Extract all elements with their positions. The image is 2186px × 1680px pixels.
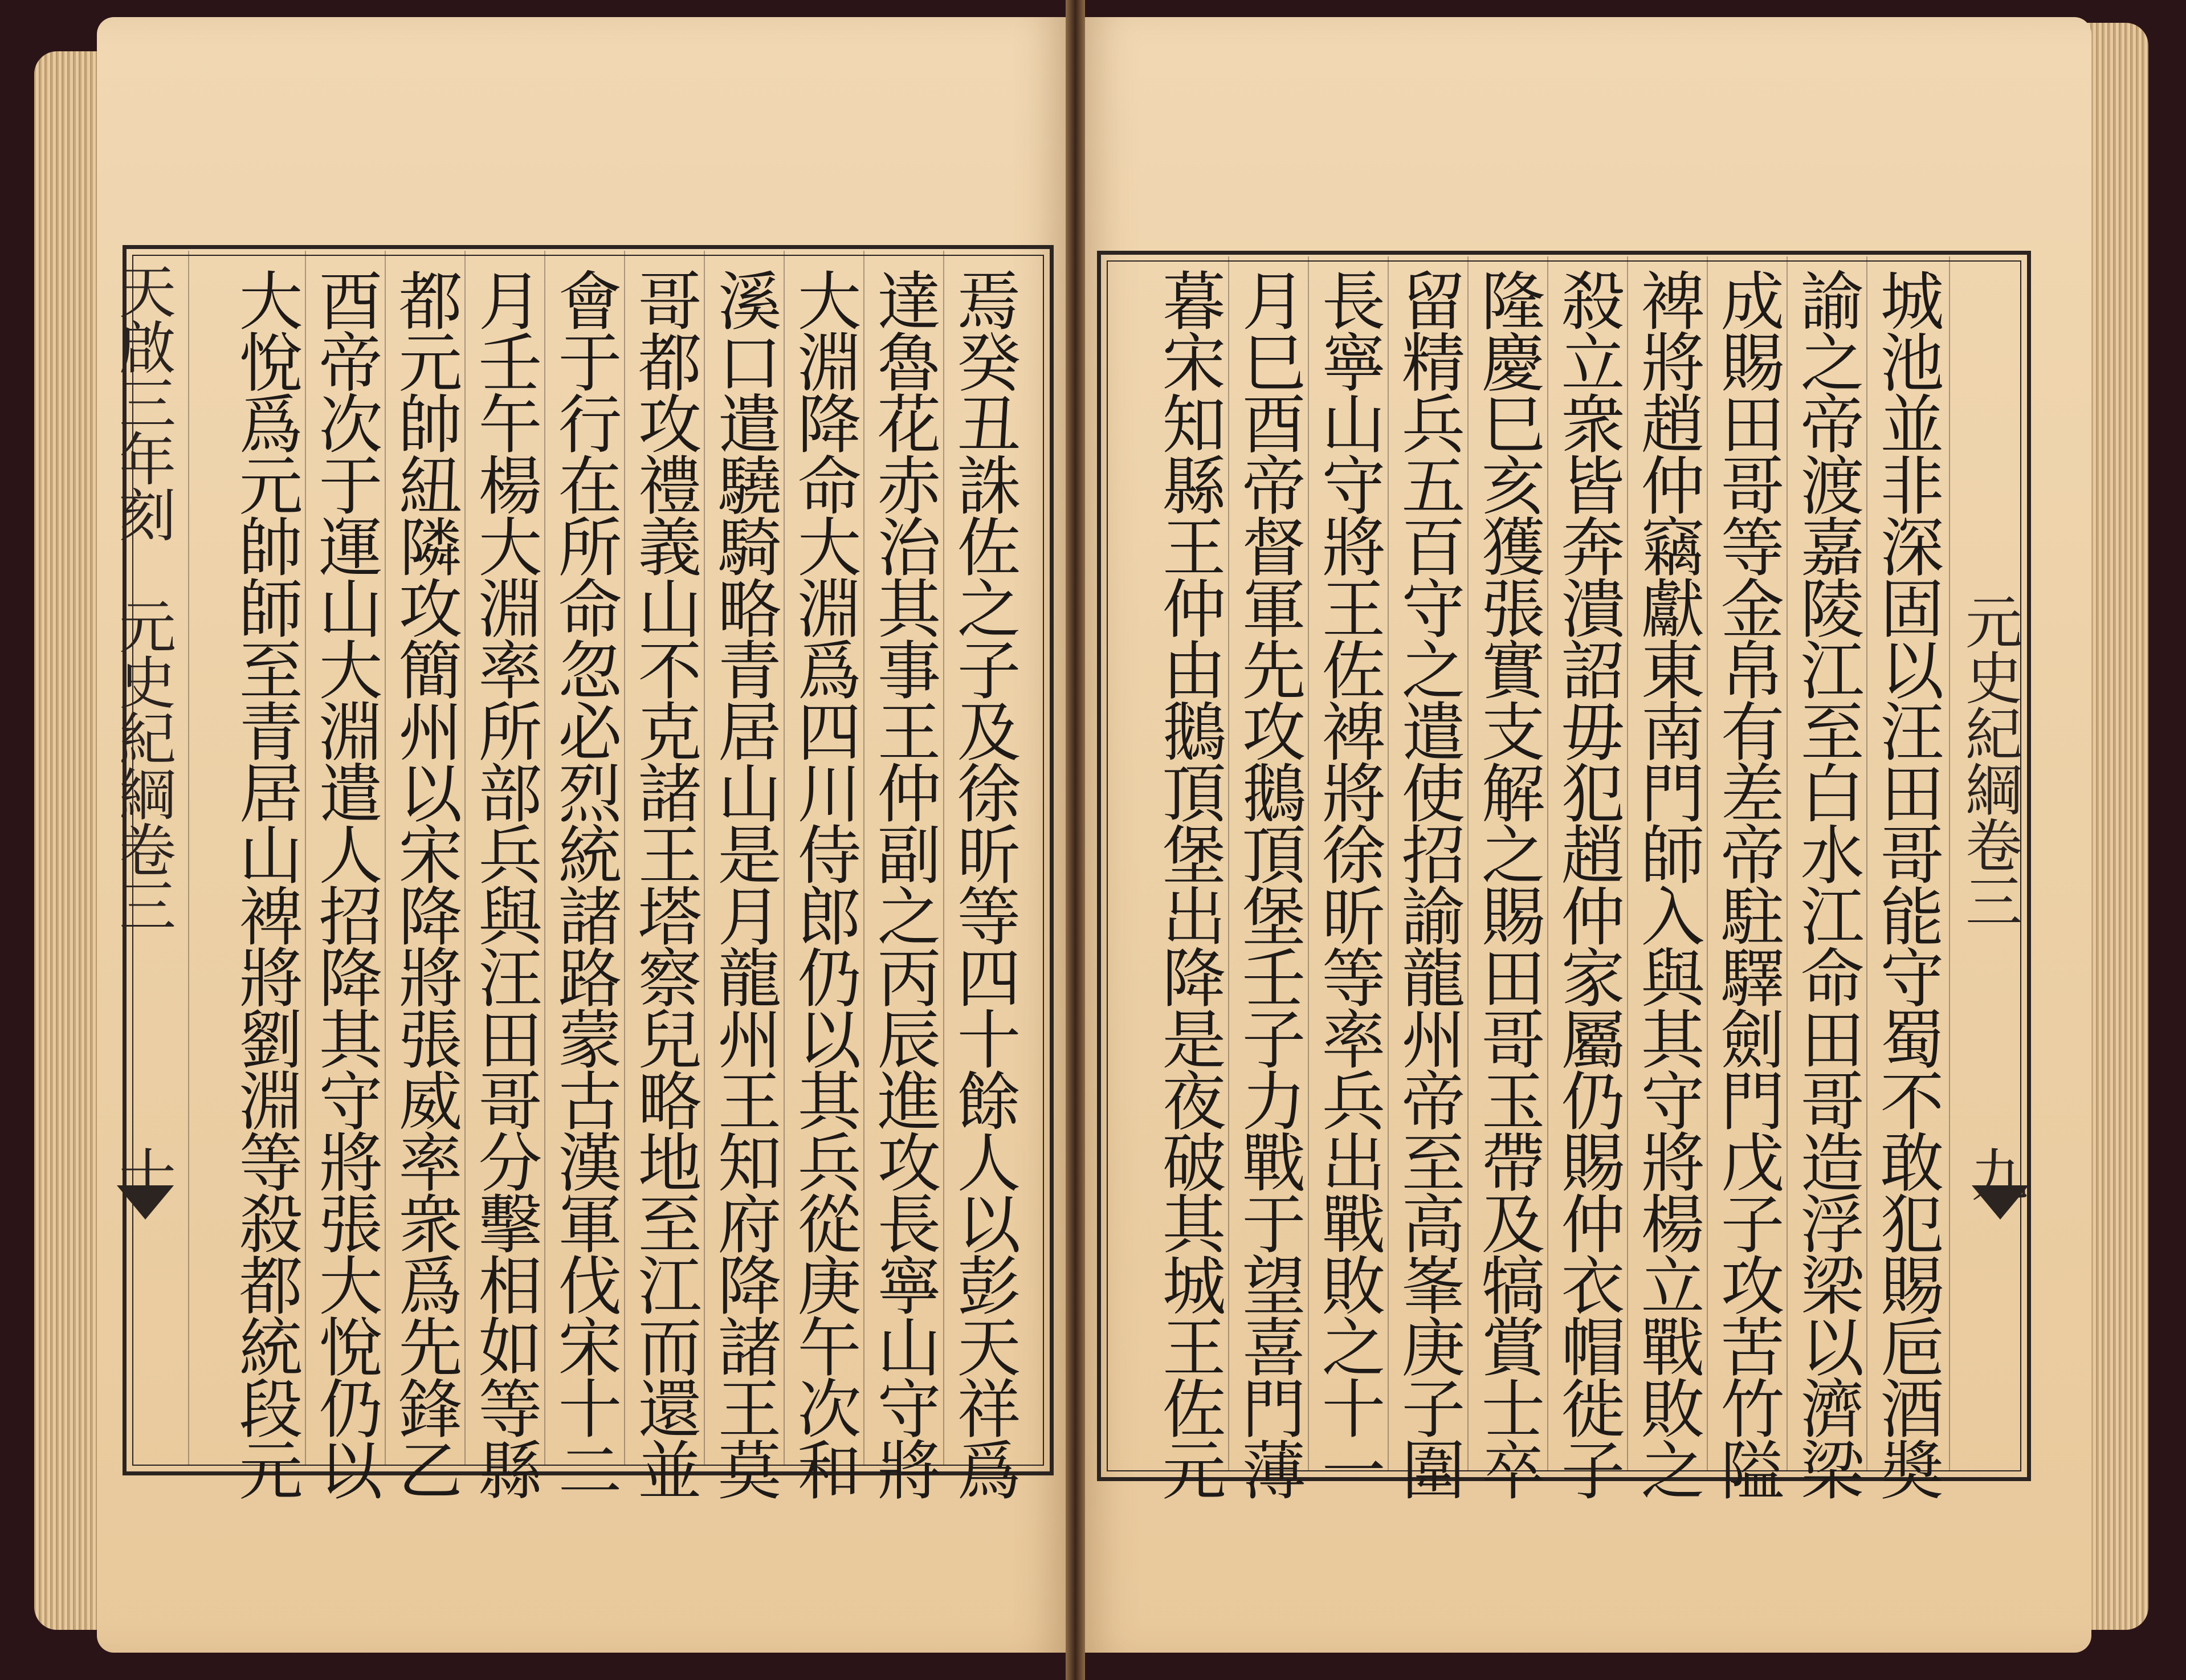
right-column-rule bbox=[1547, 256, 1548, 1470]
right-fishtail-mark bbox=[1972, 1185, 2029, 1220]
right-column-rule bbox=[1787, 256, 1788, 1470]
left-column-rule bbox=[943, 251, 944, 1465]
left-fishtail-mark bbox=[117, 1185, 174, 1220]
left-column-rule bbox=[544, 251, 545, 1465]
left-leaf-number: 十 bbox=[109, 1145, 176, 1201]
left-column-rule bbox=[305, 251, 306, 1465]
right-col-2: 諭之帝渡嘉陵江至白水江命田哥造浮梁以濟梁 bbox=[1790, 268, 1864, 1499]
right-col-8: 長寧山守將王佐裨將徐昕等率兵出戰敗之十一 bbox=[1311, 268, 1385, 1499]
right-col-7: 留精兵五百守之遣使招諭龍州帝至高峯庚子圍 bbox=[1391, 268, 1465, 1499]
right-column-rule bbox=[1388, 256, 1389, 1470]
right-column-rule bbox=[1627, 256, 1628, 1470]
left-col-7: 月壬午楊大淵率所部兵與汪田哥分擊相如等縣 bbox=[468, 268, 542, 1499]
left-margin-label: 天啟三年刻 元史紀綱卷三 bbox=[109, 262, 176, 932]
right-col-4: 裨將趙仲竊獻東南門師入與其守將楊立戰敗之 bbox=[1630, 268, 1704, 1499]
left-col-8: 都元帥紐隣攻簡州以宋降將張威率衆爲先鋒乙 bbox=[388, 268, 462, 1499]
left-column-rule bbox=[784, 251, 785, 1465]
book-gutter bbox=[1066, 0, 1085, 1680]
right-column-rule bbox=[1866, 256, 1867, 1470]
right-col-1: 城池並非深固以汪田哥能守蜀不敢犯賜巵酒奬 bbox=[1870, 268, 1944, 1499]
left-col-1: 焉癸丑誅佐之子及徐昕等四十餘人以彭天祥爲 bbox=[947, 268, 1021, 1499]
left-col-3: 大淵降命大淵爲四川侍郎仍以其兵從庚午次和 bbox=[787, 268, 861, 1499]
left-column-rule bbox=[624, 251, 625, 1465]
left-col-2: 達魯花赤治其事王仲副之丙辰進攻長寧山守將 bbox=[867, 268, 941, 1499]
right-col-5: 殺立衆皆奔潰詔毋犯趙仲家屬仍賜仲衣帽徙子 bbox=[1551, 268, 1625, 1499]
left-column-rule bbox=[863, 251, 864, 1465]
right-column-rule bbox=[1949, 256, 1950, 1470]
left-column-rule bbox=[464, 251, 466, 1465]
left-col-9: 酉帝次于運山大淵遣人招降其守將張大悅仍以 bbox=[308, 268, 382, 1499]
right-column-rule bbox=[1228, 256, 1229, 1470]
right-column-rule bbox=[1308, 256, 1309, 1470]
right-leaf-number: 九 bbox=[1961, 1145, 2028, 1201]
right-margin-label: 元史紀綱卷三 bbox=[1956, 593, 2022, 928]
right-col-9: 月巳酉帝督軍先攻鵝頂堡壬子力戰于望喜門薄 bbox=[1231, 268, 1306, 1499]
left-column-rule bbox=[704, 251, 705, 1465]
right-col-6: 隆慶巳亥獲張實支解之賜田哥玉帶及犒賞士卒 bbox=[1471, 268, 1545, 1499]
left-col-6: 會于行在所命忽必烈統諸路蒙古漢軍伐宋十二 bbox=[548, 268, 622, 1499]
right-column-rule bbox=[1467, 256, 1469, 1470]
left-column-rule bbox=[188, 251, 189, 1465]
right-col-10: 暮宋知縣王仲由鵝頂堡出降是夜破其城王佐元 bbox=[1152, 268, 1226, 1499]
right-col-3: 成賜田哥等金帛有差帝駐驛劍門戊子攻苦竹隘 bbox=[1710, 268, 1784, 1499]
left-col-10: 大悅爲元帥師至青居山裨將劉淵等殺都統段元 bbox=[229, 268, 303, 1499]
left-col-4: 溪口遣驍騎略青居山是月龍州王知府降諸王莫 bbox=[707, 268, 781, 1499]
right-column-rule bbox=[1707, 256, 1708, 1470]
left-col-5: 哥都攻禮義山不克諸王塔察兒略地至江而還並 bbox=[627, 268, 702, 1499]
left-column-rule bbox=[385, 251, 386, 1465]
